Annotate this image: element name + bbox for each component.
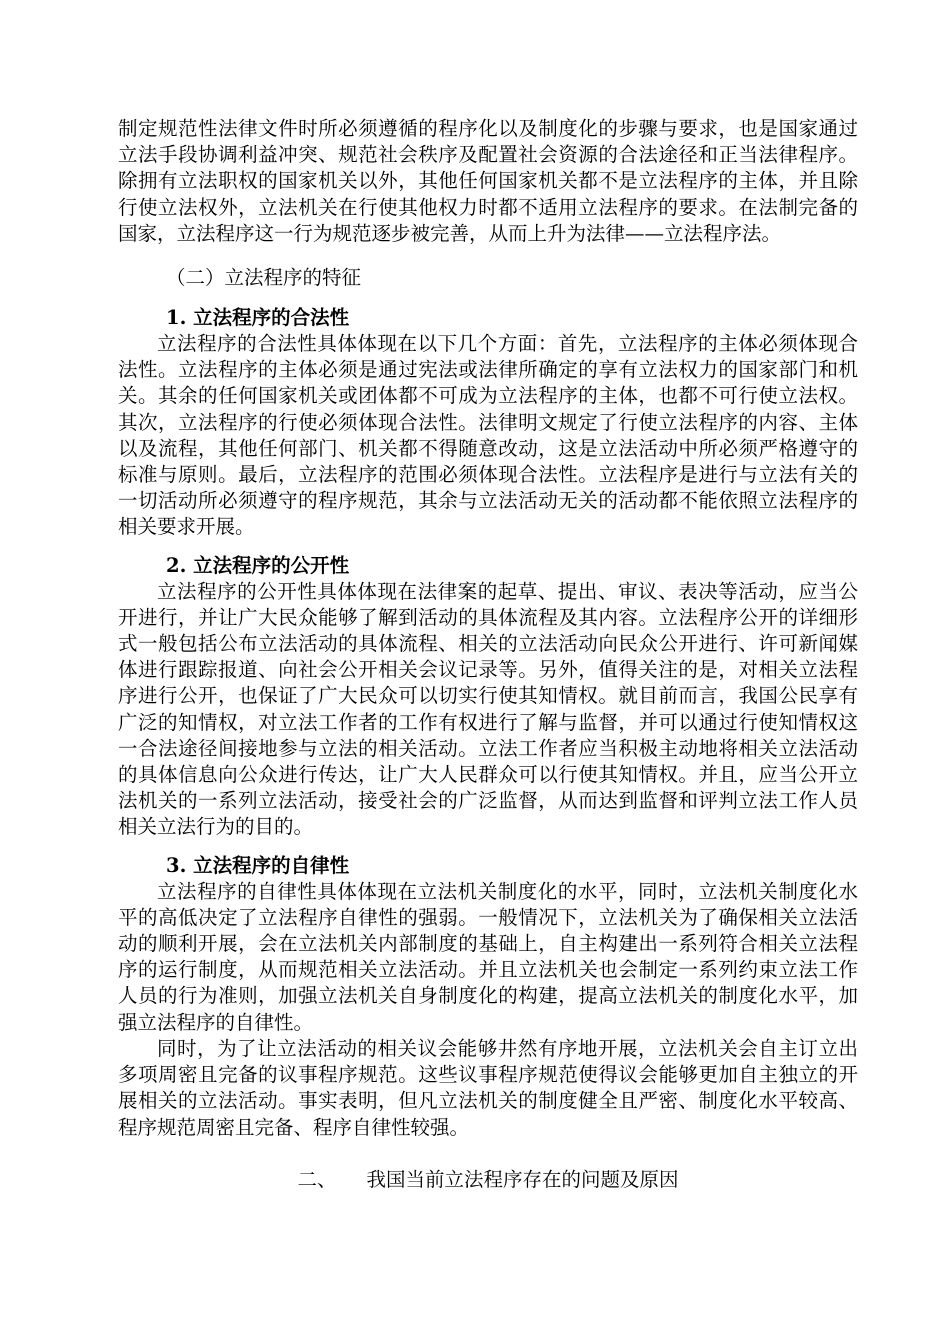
item3-heading: 3. 立法程序的自律性: [166, 853, 350, 877]
item1-heading: 1. 立法程序的合法性: [166, 306, 350, 330]
section-heading: （二）立法程序的特征: [166, 266, 362, 290]
item2-heading: 2. 立法程序的公开性: [166, 553, 350, 577]
item3-body-continued: 同时，为了让立法活动的相关议会能够井然有序地开展，立法机关会自主订立出多项周密且完备的议事程序规范。这些议事程序规范使得议会能够更加自主独立的开展相关的立法活动。事实表明，但凡立法机关的制度健全且严密、制度化水平较高、程序规范周密且完备、程序自律性较强。: [118, 1036, 858, 1139]
chapter-heading: [118, 1167, 858, 1193]
item1-body: 立法程序的合法性具体体现在以下几个方面：首先，立法程序的主体必须体现合法性。立法程序的主体必须是通过宪法或法律所确定的享有立法权力的国家部门和机关。其余的任何国家机关或团体都不可成为立法程序的主体，也都不可行使立法权。其次，立法程序的行使必须体现合法性。法律明文规定了行使立法程序的内容、主体以及流程，其他任何部门、机关都不得随意改动，这是立法活动中所必须严格遵守的标准与原则。最后，立法程序的范围必须体现合法性。立法程序是进行与立法有关的一切活动所必须遵守的程序规范，其余与立法活动无关的活动都不能依照立法程序的相关要求开展。: [118, 332, 858, 539]
document-page: [118, 116, 858, 1193]
chapter-number: 二、: [297, 1167, 337, 1191]
intro-paragraph: 制定规范性法律文件时所必须遵循的程序化以及制度化的步骤与要求，也是国家通过立法手段协调利益冲突、规范社会秩序及配置社会资源的合法途径和正当法律程序。除拥有立法职权的国家机关以外，其他任何国家机关都不是立法程序的主体，并且除行使立法权外，立法机关在行使其他权力时都不适用立法程序的要求。在法制完备的国家，立法程序这一行为规范逐步被完善，从而上升为法律——立法程序法。: [118, 117, 858, 245]
item3-body: 立法程序的自律性具体体现在立法机关制度化的水平，同时，立法机关制度化水平的高低决定了立法程序自律性的强弱。一般情况下，立法机关为了确保相关立法活动的顺利开展，会在立法机关内部制度的基础上，自主构建出一系列符合相关立法程序的运行制度，从而规范相关立法活动。并且立法机关也会制定一系列约束立法工作人员的行为准则，加强立法机关自身制度化的构建，提高立法机关的制度化水平，加强立法程序的自律性。: [118, 879, 858, 1034]
item2-body: 立法程序的公开性具体体现在法律案的起草、提出、审议、表决等活动，应当公开进行，并让广大民众能够了解到活动的具体流程及其内容。立法程序公开的详细形式一般包括公布立法活动的具体流程、相关的立法活动向民众公开进行、许可新闻媒体进行跟踪报道、向社会公开相关会议记录等。另外，值得关注的是，对相关立法程序进行公开，也保证了广大民众可以切实行使其知情权。就目前而言，我国公民享有广泛的知情权，对立法工作者的工作有权进行了解与监督，并可以通过行使知情权这一合法途径间接地参与立法的相关活动。立法工作者应当积极主动地将相关立法活动的具体信息向公众进行传达，让广大人民群众可以行使其知情权。并且，应当公开立法机关的一系列立法活动，接受社会的广泛监督，从而达到监督和评判立法工作人员相关立法行为的目的。: [118, 579, 858, 839]
chapter-title: 我国当前立法程序存在的问题及原因: [366, 1167, 679, 1191]
